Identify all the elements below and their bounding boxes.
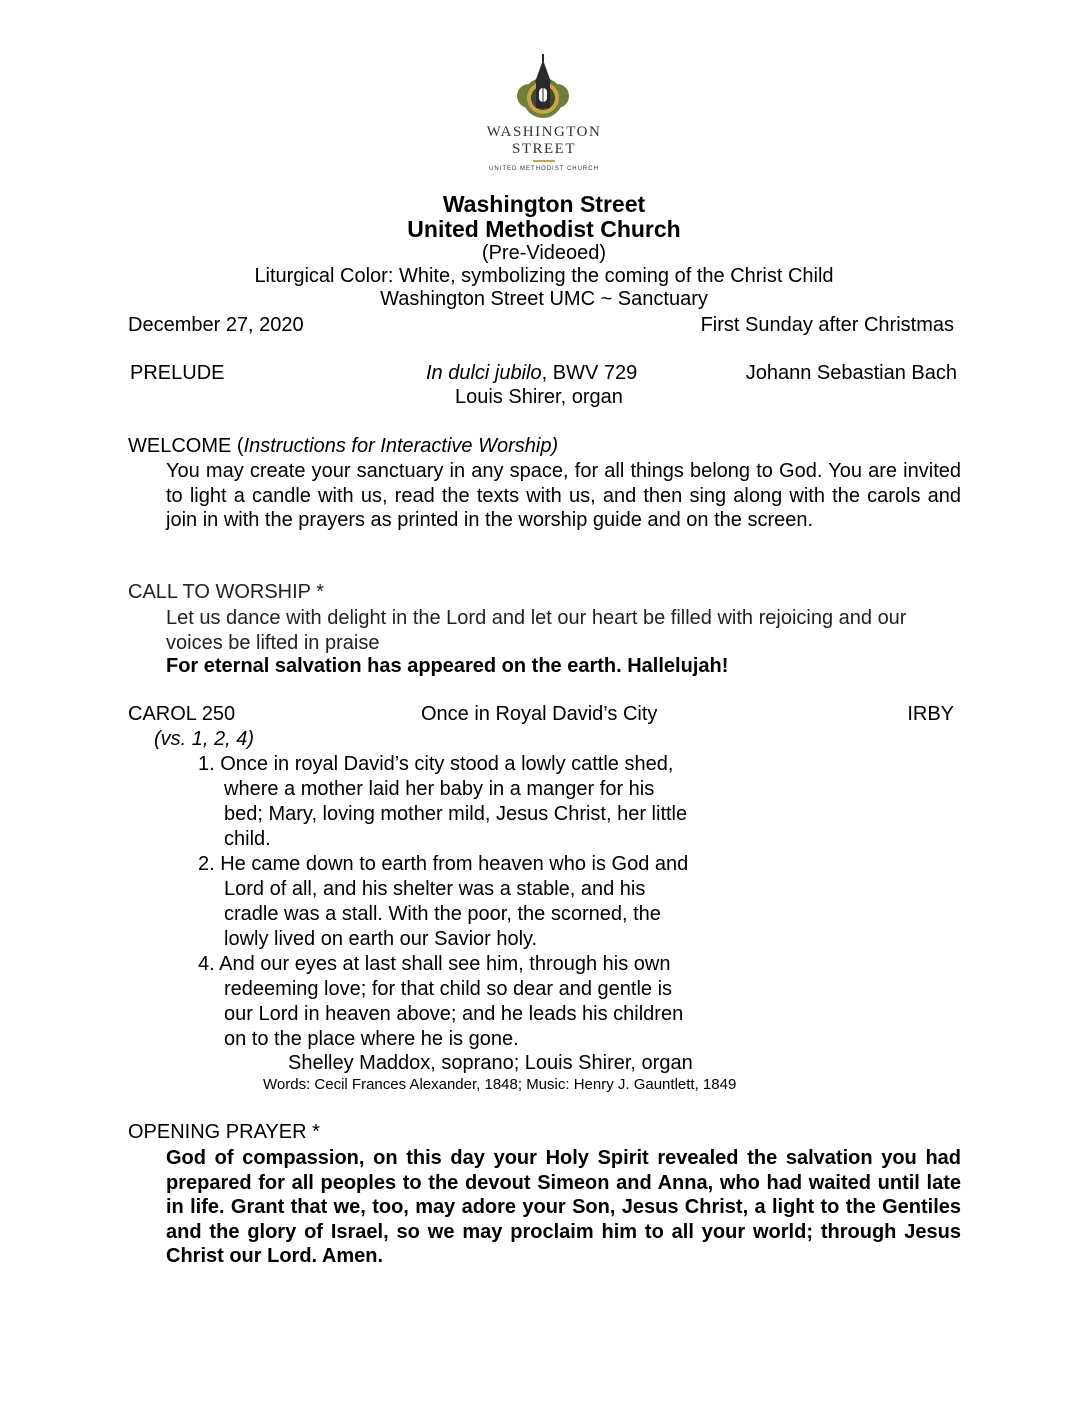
prelude-label: PRELUDE [130, 362, 225, 384]
carol-verse-4-line-1: 4. And our eyes at last shall see him, through his own [198, 953, 671, 975]
liturgical-color: Liturgical Color: White, symbolizing the coming of the Christ Child [254, 265, 834, 287]
logo-line-1: WASHINGTON [486, 124, 602, 140]
carol-verse-4-line-3: our Lord in heaven above; and he leads his children [224, 1003, 684, 1025]
service-date: December 27, 2020 [128, 314, 304, 336]
welcome-label-text: WELCOME ( [128, 435, 244, 457]
prelude-title-rest: , BWV 729 [541, 362, 638, 384]
logo-divider [533, 160, 555, 162]
carol-title: Once in Royal David’s City [421, 703, 658, 725]
opening-prayer-label: OPENING PRAYER * [128, 1121, 320, 1143]
logo-line-3: UNITED METHODIST CHURCH [489, 166, 599, 172]
prelude-composer: Johann Sebastian Bach [745, 362, 957, 384]
carol-verse-1-line-3: bed; Mary, loving mother mild, Jesus Christ, her little [224, 803, 688, 825]
carol-verse-2-line-1: 2. He came down to earth from heaven who is God and [198, 853, 689, 875]
carol-performers: Shelley Maddox, soprano; Louis Shirer, organ [288, 1052, 693, 1074]
carol-verse-4-line-4: on to the place where he is gone. [224, 1028, 519, 1050]
opening-prayer-text: God of compassion, on this day your Holy Spirit revealed the salvation you had prepared for all peoples to the devout Simeon and Anna, who had waited until late in life. Grant that we, too, may adore your Son, Jesus Christ, a light to the Gentiles and the glory of Israel, so we may proclaim him to all your world; through Jesus Christ our Lord. Amen. [166, 1147, 961, 1267]
logo-line-2: STREET [512, 141, 576, 157]
carol-credits: Words: Cecil Frances Alexander, 1848; Music: Henry J. Gauntlett, 1849 [263, 1076, 737, 1093]
church-name-line-2: United Methodist Church [407, 216, 681, 242]
service-occasion: First Sunday after Christmas [700, 314, 954, 336]
carol-verse-2-line-4: lowly lived on earth our Savior holy. [224, 928, 538, 950]
carol-verses-note: (vs. 1, 2, 4) [154, 728, 255, 750]
carol-verse-1-line-2: where a mother laid her baby in a manger for his [224, 778, 655, 800]
welcome-text: You may create your sanctuary in any space, for all things belong to God. You are invited to light a candle with us, read the texts with us, and then sing along with the carols and join in with the prayers as printed in the worship guide and on the screen. [166, 460, 961, 531]
prelude-title-italic: In dulci jubilo [426, 362, 542, 384]
church-name-line-1: Washington Street [442, 191, 646, 217]
carol-verse-4-line-2: redeeming love; for that child so dear and gentle is [224, 978, 673, 1000]
welcome-label [128, 435, 558, 458]
call-to-worship-leader: Let us dance with delight in the Lord and let our heart be filled with rejoicing and our voices be lifted in praise [166, 607, 907, 654]
carol-verse-2-line-2: Lord of all, and his shelter was a stable, and his [224, 878, 646, 900]
church-steeple-logo-icon [515, 52, 571, 120]
carol-verse-2-line-3: cradle was a stall. With the poor, the scorned, the [224, 903, 661, 925]
call-to-worship-people: For eternal salvation has appeared on the earth. Hallelujah! [166, 655, 729, 677]
prelude-performer: Louis Shirer, organ [455, 386, 623, 408]
carol-label: CAROL 250 [128, 703, 236, 725]
prelude-title [426, 362, 637, 385]
service-location: Washington Street UMC ~ Sanctuary [380, 288, 708, 310]
carol-tune: IRBY [907, 703, 954, 725]
format-note: (Pre-Videoed) [481, 242, 607, 264]
welcome-label-italic: Instructions for Interactive Worship) [243, 435, 559, 457]
carol-verse-1-line-4: child. [224, 828, 271, 850]
carol-verse-1-line-1: 1. Once in royal David’s city stood a lowly cattle shed, [198, 753, 674, 775]
call-to-worship-label: CALL TO WORSHIP * [128, 581, 324, 603]
